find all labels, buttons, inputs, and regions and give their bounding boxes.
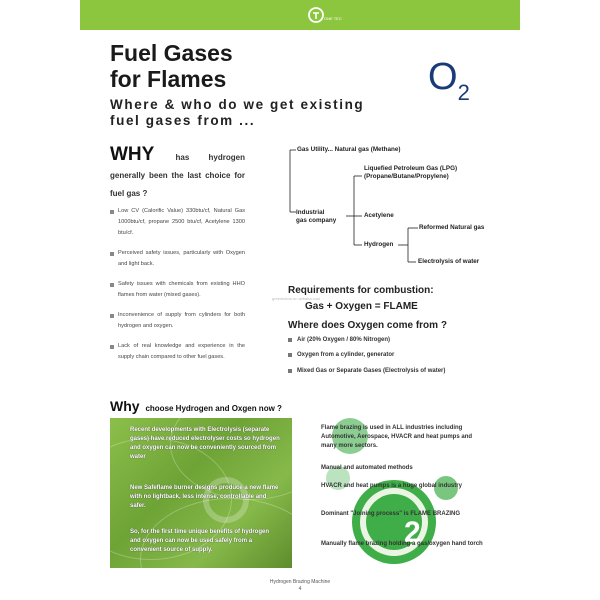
reasons-list <box>110 206 245 372</box>
o2-letter: O <box>428 56 458 98</box>
tree-acetylene: Acetylene <box>364 212 394 219</box>
tree-reformed: Reformed Natural gas <box>419 224 485 231</box>
reason-item: Lack of real knowledge and experience in the supply chain compared to other fuel gases. <box>110 341 245 363</box>
requirements-heading: Requirements for combustion: <box>288 285 434 296</box>
page-title <box>110 40 233 92</box>
why-now-question: choose Hydrogen and Oxgen now ? <box>145 404 282 413</box>
oxygen-source-item: Mixed Gas or Separate Gases (Electrolysis of water) <box>288 368 507 374</box>
svg-text:2: 2 <box>404 516 421 549</box>
title-line-2: for Flames <box>110 66 227 92</box>
left-panel-text: Recent developments with Electrolysis (separate gases) have reduced electrolyser costs so hydrogen and oxygen can now be conveniently sourced from water <box>130 427 280 460</box>
reason-item: Perceived safety issues, particularly with Oxygen and light back. <box>110 248 245 270</box>
oxygen-source-item: Oxygen from a cylinder, generator <box>288 352 507 358</box>
watermark: greentekno.en.alibaba.com <box>272 296 321 301</box>
tree-lpg-line1: Liquefied Petroleum Gas (LPG) <box>364 165 458 172</box>
page-footer <box>260 579 340 592</box>
reason-item: Inconvenience of supply from cylinders for both hydrogen and oxygen. <box>110 310 245 332</box>
fuel-source-tree-lines <box>286 140 506 275</box>
reason-item: Low CV (Calorific Value) 330btu/cf, Natural Gas 1000btu/cf, propane 2500 btu/cf, Acetylene 1300 btu/cf. <box>110 206 245 239</box>
footer-title: Hydrogen Brazing Machine <box>269 579 331 585</box>
right-panel-text: Manual and automated methods <box>321 465 413 471</box>
page-number: 4 <box>298 586 302 592</box>
why-now-heading <box>110 398 282 414</box>
left-panel-text: So, for the first time unique benefits of hydrogen and oxygen can now be used safely from a convenient source of supply. <box>130 529 270 553</box>
why-heading <box>110 146 245 203</box>
company-logo-icon <box>306 6 326 24</box>
title-line-1: Fuel Gases <box>110 40 233 66</box>
reason-item: Safety issues with chemicals from existing HHO flames from water (mixed gases). <box>110 279 245 301</box>
subtitle-line-1: Where & who do we get existing <box>110 97 365 112</box>
tree-hydrogen: Hydrogen <box>364 241 394 248</box>
combustion-equation: Gas + Oxygen = FLAME <box>305 301 418 312</box>
tree-industrial <box>296 209 336 225</box>
oxygen-source-item: Air (20% Oxygen / 80% Nitrogen) <box>288 337 507 343</box>
tree-industrial-line1: Industrial <box>296 209 325 216</box>
oxygen-source-heading: Where does Oxygen come from ? <box>288 320 447 331</box>
right-panel-text: HVACR and heat pumps is a huge global industry <box>321 483 462 489</box>
why-word: WHY <box>110 144 155 165</box>
right-panel-text: Flame brazing is used in ALL industries including Automotive, Aerospace, HVACR and heat pumps and many more sectors. <box>321 425 473 449</box>
tree-lpg-line2: (Propane/Butane/Propylene) <box>364 173 449 180</box>
o2-subscript: 2 <box>457 79 470 105</box>
tree-industrial-line2: gas company <box>296 217 337 224</box>
top-banner <box>80 0 520 30</box>
left-panel-text: New Safeflame burner designs produce a new flame with no lightback, less intense, controllable and safer. <box>130 485 279 509</box>
tree-lpg <box>364 165 457 181</box>
right-panel-text: Manually flame brazing holding a gas/oxygen hand torch <box>321 541 483 547</box>
page-subtitle <box>110 97 364 129</box>
leaf-background-panel <box>110 418 292 568</box>
logo-text: ONE TEC <box>324 16 342 21</box>
subtitle-line-2: fuel gases from ... <box>110 113 256 128</box>
o2-symbol <box>428 56 470 104</box>
tree-electrolysis: Electrolysis of water <box>418 258 480 265</box>
right-panel-text: Dominant "Joining process" is FLAME BRAZING <box>321 511 461 517</box>
why-now-word: Why <box>110 398 140 414</box>
o2-bubble-panel <box>296 418 488 568</box>
why-question: has hydrogen generally been the last choice for fuel gas ? <box>110 153 245 198</box>
tree-gas-utility: Gas Utility... Natural gas (Methane) <box>297 146 401 153</box>
